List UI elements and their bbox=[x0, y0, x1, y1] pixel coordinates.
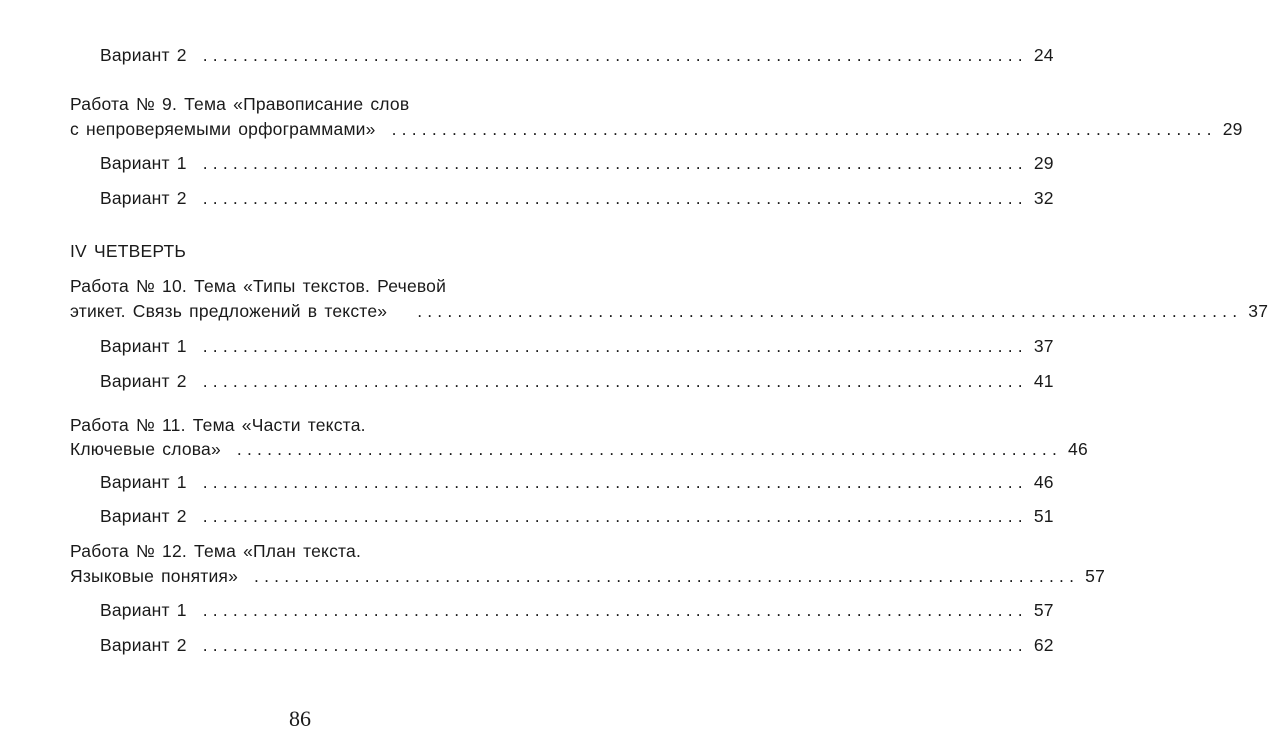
toc-entry-page: 29 bbox=[1033, 153, 1054, 173]
section-heading: IV ЧЕТВЕРТЬ bbox=[70, 241, 187, 261]
toc-work-title-line1: Работа № 9. Тема «Правописание слов bbox=[70, 94, 410, 114]
toc-entry-page: 41 bbox=[1033, 371, 1054, 391]
toc-work-entry bbox=[70, 438, 1088, 460]
toc-entry-label: Вариант 2 bbox=[100, 45, 187, 65]
toc-entry-page: 24 bbox=[1033, 45, 1054, 65]
toc-work-entry bbox=[70, 565, 1106, 587]
toc-entry-page: 32 bbox=[1033, 188, 1054, 208]
dot-leader: .................................................................................. bbox=[202, 336, 1028, 356]
toc-entry-label: Вариант 2 bbox=[100, 635, 187, 655]
toc-entry-variant bbox=[100, 634, 1054, 656]
toc-entry-label: Вариант 2 bbox=[100, 188, 187, 208]
toc-entry-page: 37 bbox=[1033, 336, 1054, 356]
toc-work-title-line1: Работа № 12. Тема «План текста. bbox=[70, 541, 362, 561]
toc-entry-variant bbox=[100, 187, 1054, 209]
toc-work-entry bbox=[70, 300, 1268, 322]
toc-entry-variant bbox=[100, 599, 1054, 621]
page-number: 86 bbox=[289, 706, 311, 731]
toc-entry-page: 37 bbox=[1248, 301, 1268, 321]
dot-leader: .................................................................................. bbox=[202, 506, 1028, 526]
toc-work-title-line2: Ключевые слова» bbox=[70, 439, 221, 459]
toc-entry-variant bbox=[100, 505, 1054, 527]
dot-leader: .................................................................................. bbox=[202, 153, 1028, 173]
dot-leader: .................................................................................. bbox=[417, 301, 1243, 321]
toc-entry-page: 46 bbox=[1033, 472, 1054, 492]
toc-entry-label: Вариант 1 bbox=[100, 336, 187, 356]
dot-leader: .................................................................................. bbox=[202, 472, 1028, 492]
dot-leader: .................................................................................. bbox=[202, 371, 1028, 391]
toc-entry-page: 62 bbox=[1033, 635, 1054, 655]
toc-entry-label: Вариант 1 bbox=[100, 153, 187, 173]
dot-leader: .................................................................................. bbox=[202, 45, 1028, 65]
toc-work-entry bbox=[70, 118, 1243, 140]
toc-entry-variant bbox=[100, 335, 1054, 357]
dot-leader: .................................................................................. bbox=[254, 566, 1080, 586]
dot-leader: .................................................................................. bbox=[202, 188, 1028, 208]
toc-entry-label: Вариант 1 bbox=[100, 472, 187, 492]
toc-entry-variant bbox=[100, 370, 1054, 392]
toc-entry-page: 51 bbox=[1033, 506, 1054, 526]
dot-leader: .................................................................................. bbox=[202, 635, 1028, 655]
toc-entry-page: 29 bbox=[1222, 119, 1243, 139]
toc-work-title-line1: Работа № 10. Тема «Типы текстов. Речевой bbox=[70, 276, 447, 296]
toc-work-title-line1: Работа № 11. Тема «Части текста. bbox=[70, 415, 366, 435]
toc-entry-variant bbox=[100, 44, 1054, 66]
toc-entry-label: Вариант 2 bbox=[100, 371, 187, 391]
toc-entry-variant bbox=[100, 471, 1054, 493]
toc-work-title-line2: этикет. Связь предложений в тексте» bbox=[70, 301, 388, 321]
dot-leader: .................................................................................. bbox=[236, 439, 1063, 459]
toc-entry-variant bbox=[100, 152, 1054, 174]
toc-work-title-line2: с непроверяемыми орфограммами» bbox=[70, 119, 376, 139]
toc-entry-page: 57 bbox=[1085, 566, 1106, 586]
dot-leader: .................................................................................. bbox=[202, 600, 1028, 620]
dot-leader: .................................................................................. bbox=[391, 119, 1217, 139]
toc-work-title-line2: Языковые понятия» bbox=[70, 566, 239, 586]
toc-entry-page: 46 bbox=[1068, 439, 1088, 459]
toc-entry-label: Вариант 2 bbox=[100, 506, 187, 526]
toc-entry-page: 57 bbox=[1033, 600, 1054, 620]
toc-entry-label: Вариант 1 bbox=[100, 600, 187, 620]
